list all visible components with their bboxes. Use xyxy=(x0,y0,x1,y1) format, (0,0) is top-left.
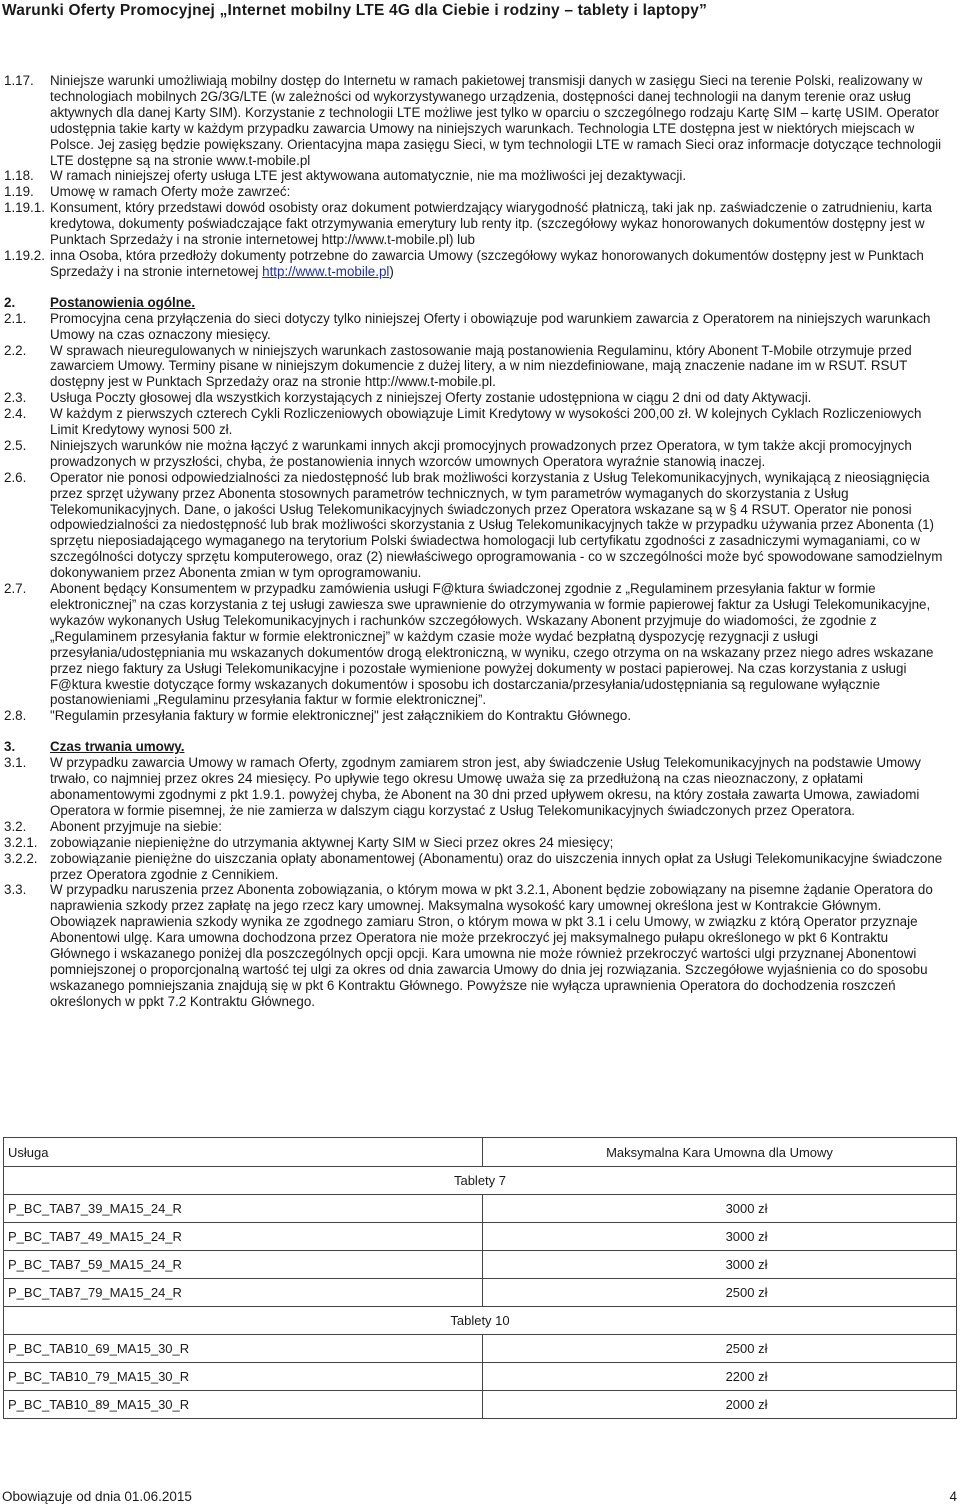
clause-number: 1.19. xyxy=(4,184,34,200)
clause-text: zobowiązanie pieniężne do uiszczania opłaty abonamentowej (Abonamentu) oraz do uiszczenia innych opłat za Usługi Telekomunikacyjne świadczone przez Operatora zgodnie z Cennikiem. xyxy=(50,850,943,882)
clause-number: 1.19.2. xyxy=(4,247,45,263)
clause-number: 2.1. xyxy=(4,310,27,326)
footer-validity-date: Obowiązuje od dnia 01.06.2015 xyxy=(2,1489,192,1504)
clause-number: 3.2. xyxy=(4,818,27,834)
table-row xyxy=(4,1391,957,1419)
section-number: 2. xyxy=(4,294,16,310)
penalty-value-cell xyxy=(483,1251,957,1279)
clause-text: Niniejsze warunki umożliwiają mobilny dostęp do Internetu w ramach pakietowej transmisji danych w zasięgu Sieci na terenie Polski, realizowany w technologiach mobilnych 2G/3G/LTE (w zależności od wykorzystywanego urządzenia, dostępności danej technologii na danym terenie oraz usług aktywnych dla danej Karty SIM). Korzystanie z technologii LTE możliwe jest tylko w oparciu o szczególnego rodzaju Kartę SIM – kartę USIM. Operator udostępnia takie karty w każdym przypadku zawarcia Umowy na niniejszych warunkach. Technologia LTE dostępna jest w niektórych miejscach w Polsce. Jej zasięg będzie powiększany. Orientacyjna mapa zasięgu Sieci, w tym technologii LTE w ramach Sieci oraz informacje dotyczące technologii LTE dostępne są na stronie www.t-mobile.pl xyxy=(50,73,942,168)
penalty-value: 2500 zł xyxy=(725,1285,768,1300)
penalty-value-cell xyxy=(483,1279,957,1307)
clause-number: 2.5. xyxy=(4,437,27,453)
clause-number: 2.8. xyxy=(4,708,27,724)
clause-number: 2.2. xyxy=(4,342,27,358)
clause-number: 2.7. xyxy=(4,581,27,597)
table-group-row xyxy=(4,1167,957,1195)
service-code-cell: P_BC_TAB10_69_MA15_30_R xyxy=(4,1335,483,1363)
penalty-value: 2000 zł xyxy=(725,1397,768,1412)
penalty-value-cell xyxy=(483,1335,957,1363)
clause-1-19-2 xyxy=(4,248,950,280)
table-row xyxy=(4,1279,957,1307)
section-title: Postanowienia ogólne. xyxy=(50,294,196,310)
document-header-title: Warunki Oferty Promocyjnej „Internet mobilny LTE 4G dla Ciebie i rodziny – tablety i laptopy” xyxy=(2,2,708,19)
clause-text: Abonent przyjmuje na siebie: xyxy=(50,818,222,834)
clause-number: 2.4. xyxy=(4,406,27,422)
clause-text: W przypadku zawarcia Umowy w ramach Oferty, zgodnym zamiarem stron jest, aby świadczenie Usług Telekomunikacyjnych na podstawie Umowy trwało, co najmniej przez okres 24 miesięcy. Po upływie tego okresu Umowę uważa się za przedłużoną na czas nieoznaczony, z opłatami abonamentowymi zgodnymi z pkt 1.9.1. powyżej chyba, że Abonent na 30 dni przed upływem okresu, na który została zawarta Umowa, zawiadomi Operatora w formie pisemnej, że nie zamierza w dalszym ciągu korzystać z Usług Telekomunikacyjnych świadczonych przez Operatora. xyxy=(50,755,921,818)
service-code-cell: P_BC_TAB7_79_MA15_24_R xyxy=(4,1279,483,1307)
clause-text: "Regulamin przesyłania faktury w formie elektronicznej" jest załącznikiem do Kontraktu Głównego. xyxy=(50,708,632,724)
clause-number: 2.3. xyxy=(4,390,27,406)
column-header-max-penalty: Maksymalna Kara Umowna dla Umowy xyxy=(483,1138,957,1167)
service-code-cell: P_BC_TAB7_49_MA15_24_R xyxy=(4,1223,483,1251)
clause-text: Operator nie ponosi odpowiedzialności za niedostępność lub brak możliwości korzystania z Usług Telekomunikacyjnych, wynikającą z nieosiągnięcia przez sprzęt używany przez Abonenta stosownych parametrów technicznych, w tym parametrów wymaganych do skorzystania z Usług Telekomunikacyjnych. Dane, o jakości Usług Telekomunikacyjnych świadczonych przez Operatora wskazane są w § 4 RSUT. Operator nie ponosi odpowiedzialności za niedostępność lub brak możliwości skorzystania z Usług Telekomunikacyjnych także w przypadku używania przez Abonenta (1) sprzętu nieposiadającego wymaganego na terytorium Polski świadectwa homologacji lub certyfikatu zgodności z zasadniczymi wymaganiami, co w szczególności dotyczy sprzętu komputerowego, oraz (2) niewłaściwego oprogramowania - co w szczególności może być spowodowane samodzielnym dokonywaniem przez Abonenta zmian w tym oprogramowaniu. xyxy=(50,469,943,581)
table-row xyxy=(4,1363,957,1391)
service-code-cell: P_BC_TAB7_39_MA15_24_R xyxy=(4,1195,483,1223)
table-header-row xyxy=(4,1138,957,1167)
clause-2-8 xyxy=(4,708,950,724)
table-row xyxy=(4,1223,957,1251)
section-2-heading xyxy=(4,295,950,311)
clause-1-17 xyxy=(4,73,950,168)
penalty-value-cell xyxy=(483,1363,957,1391)
clause-number: 3.2.1. xyxy=(4,834,38,850)
clause-3-3 xyxy=(4,882,950,1009)
clause-3-1 xyxy=(4,755,950,819)
table-row xyxy=(4,1335,957,1363)
clause-text: Niniejszych warunków nie można łączyć z warunkami innych akcji promocyjnych prowadzonych przez Operatora, w tym także akcji promocyjnych prowadzonych w przyszłości, chyba, że postanowienia innych wzorców umownych Operatora wyraźnie stanowią inaczej. xyxy=(50,437,912,469)
clause-2-5 xyxy=(4,438,950,470)
clause-number: 2.6. xyxy=(4,469,27,485)
clause-number: 3.1. xyxy=(4,755,27,771)
table-group-row xyxy=(4,1307,957,1335)
clause-3-2-2 xyxy=(4,851,950,883)
penalty-value-cell xyxy=(483,1223,957,1251)
clause-2-3 xyxy=(4,390,950,406)
footer-page-number: 4 xyxy=(949,1489,957,1504)
penalty-value-cell xyxy=(483,1391,957,1419)
clause-3-2 xyxy=(4,819,950,835)
penalty-value: 3000 zł xyxy=(725,1201,768,1216)
service-code-cell: P_BC_TAB10_79_MA15_30_R xyxy=(4,1363,483,1391)
clause-text: Konsument, który przedstawi dowód osobisty oraz dokument potwierdzający wiarygodność płatniczą, taki jak np. zaświadczenie o zatrudnieniu, karta kredytowa, dokumenty poświadczające fakt otrzymywania emerytury lub renty itp. (szczegółowy wykaz honorowanych dokumentów dostępny jest w Punktach Sprzedaży i na stronie internetowej http://www.t-mobile.pl) lub xyxy=(50,200,933,248)
service-code-cell: P_BC_TAB10_89_MA15_30_R xyxy=(4,1391,483,1419)
clause-text: Abonent będący Konsumentem w przypadku zamówienia usługi F@ktura świadczonej zgodnie z „Regulaminem przesyłania faktur w formie elektronicznej” na czas korzystania z tej usługi zawiesza swe uprawnienie do otrzymywania w formie papierowej faktur za Usługi Telekomunikacyjne, wykazów wykonanych Usług Telekomunikacyjnych i rachunków szczegółowych. Wskazany Abonent przyjmuje do wiadomości, że zgodnie z „Regulaminem przesyłania faktur w formie elektronicznej” w każdym czasie może wydać bezpłatną dyspozycję rezygnacji z usługi przesyłania/udostępniania mu wskazanych dokumentów drogą elektroniczną, w wyniku, czego otrzyma on na wskazany przez niego adres wskazane przez niego faktury za Usługi Telekomunikacyjne i pozostałe wymienione powyżej dokumenty w postaci papierowej. Na czas korzystania z usługi F@ktura kwestie dotyczące formy wskazanych dokumentów i sposobu ich dostarczania/przesyłania/udostępniania są regulowane wyłącznie postanowieniami „Regulaminu przesyłania faktur w formie elektronicznej”. xyxy=(50,581,934,708)
clause-text-suffix: ) xyxy=(389,263,394,279)
table-row xyxy=(4,1195,957,1223)
clause-text: W każdym z pierwszych czterech Cykli Rozliczeniowych obowiązuje Limit Kredytowy w wysokości 200,00 zł. W kolejnych Cyklach Rozliczeniowych Limit Kredytowy wynosi 500 zł. xyxy=(50,406,922,438)
clause-text: zobowiązanie niepieniężne do utrzymania aktywnej Karty SIM w Sieci przez okres 24 miesięcy; xyxy=(50,834,614,850)
clause-3-2-1 xyxy=(4,835,950,851)
clause-text: W sprawach nieuregulowanych w niniejszych warunkach zastosowanie mają postanowienia Regulaminu, który Abonent T-Mobile otrzymuje przed zawarciem Umowy. Terminy pisane w niniejszym dokumencie z dużej litery, a w nim niezdefiniowane, mają znaczenie nadane im w RSUT. RSUT dostępny jest w Punktach Sprzedaży oraz na stronie http://www.t-mobile.pl. xyxy=(50,342,912,390)
clause-number: 1.17. xyxy=(4,73,34,88)
section-title: Czas trwania umowy. xyxy=(50,739,185,755)
clause-2-7 xyxy=(4,581,950,708)
clause-text: Usługa Poczty głosowej dla wszystkich korzystających z niniejszej Oferty zostanie udostępniona w ciągu 2 dni od daty Aktywacji. xyxy=(50,390,812,406)
document-body xyxy=(4,73,950,1010)
service-code-cell: P_BC_TAB7_59_MA15_24_R xyxy=(4,1251,483,1279)
clause-2-4 xyxy=(4,406,950,438)
table-row xyxy=(4,1251,957,1279)
clause-text: W przypadku naruszenia przez Abonenta zobowiązania, o którym mowa w pkt 3.2.1, Abonent będzie zobowiązany na pisemne żądanie Operatora do naprawienia szkody przez zapłatę na jego rzecz kary umownej. Maksymalna wysokość kary umownej określona jest w Kontrakcie Głównym. Obowiązek naprawienia szkody wynika ze zgodnego zamiaru Stron, o którym mowa w pkt 3.1 i celu Umowy, w związku z którą Operator przyznaje Abonentowi ulgę. Kara umowna dochodzona przez Operatora nie może przekroczyć jej maksymalnego pułapu określonego w pkt 6 Kontraktu Głównego i wskazanego poniżej dla poszczególnych opcji opcji. Kara umowna nie może również przekroczyć wartości ulgi przyznanej Abonentowi pomniejszonej o proporcjonalną wartość tej ulgi za okres od dnia zawarcia Umowy do dnia jej rozwiązania. Szczegółowe wyjaśnienia co do sposobu wskazanego pomniejszania znajdują się w pkt 6 Kontraktu Głównego. Powyższe nie wyłącza uprawnienia Operatora do dochodzenia roszczeń określonych w ppkt 7.2 Kontraktu Głównego. xyxy=(50,882,933,1009)
clause-2-6 xyxy=(4,470,950,581)
clause-number: 3.2.2. xyxy=(4,850,38,866)
penalty-value: 3000 zł xyxy=(725,1257,768,1272)
penalty-value: 3000 zł xyxy=(725,1229,768,1244)
t-mobile-website-link[interactable]: http://www.t-mobile.pl xyxy=(262,263,390,279)
clause-text-wrapper xyxy=(50,248,950,280)
section-number: 3. xyxy=(4,739,16,755)
penalty-value-cell xyxy=(483,1195,957,1223)
clause-2-1 xyxy=(4,311,950,343)
clause-number: 3.3. xyxy=(4,882,27,898)
clause-2-2 xyxy=(4,343,950,391)
group-label-tablets-7: Tablety 7 xyxy=(4,1167,957,1195)
clause-text: Umowę w ramach Oferty może zawrzeć: xyxy=(50,184,291,200)
penalty-table xyxy=(3,1137,957,1419)
clause-1-19 xyxy=(4,184,950,200)
group-label-tablets-10: Tablety 10 xyxy=(4,1307,957,1335)
clause-text: Promocyjna cena przyłączenia do sieci dotyczy tylko niniejszej Oferty i obowiązuje pod warunkiem zawarcia z Operatorem na niniejszych warunkach Umowy na czas oznaczony miesięcy. xyxy=(50,310,931,342)
penalty-value: 2500 zł xyxy=(725,1341,768,1356)
clause-1-19-1 xyxy=(4,200,950,248)
penalty-value: 2200 zł xyxy=(725,1369,768,1384)
clause-number: 1.19.1. xyxy=(4,200,45,216)
clause-1-18 xyxy=(4,168,950,184)
clause-number: 1.18. xyxy=(4,168,34,184)
section-3-heading xyxy=(4,739,950,755)
clause-text: inna Osoba, która przedłoży dokumenty potrzebne do zawarcia Umowy (szczegółowy wykaz honorowanych dokumentów dostępny jest w Punktach Sprzedaży i na stronie internetowej xyxy=(50,247,924,279)
clause-text: W ramach niniejszej oferty usługa LTE jest aktywowana automatycznie, nie ma możliwości jej dezaktywacji. xyxy=(50,168,687,184)
column-header-service: Usługa xyxy=(4,1138,483,1167)
